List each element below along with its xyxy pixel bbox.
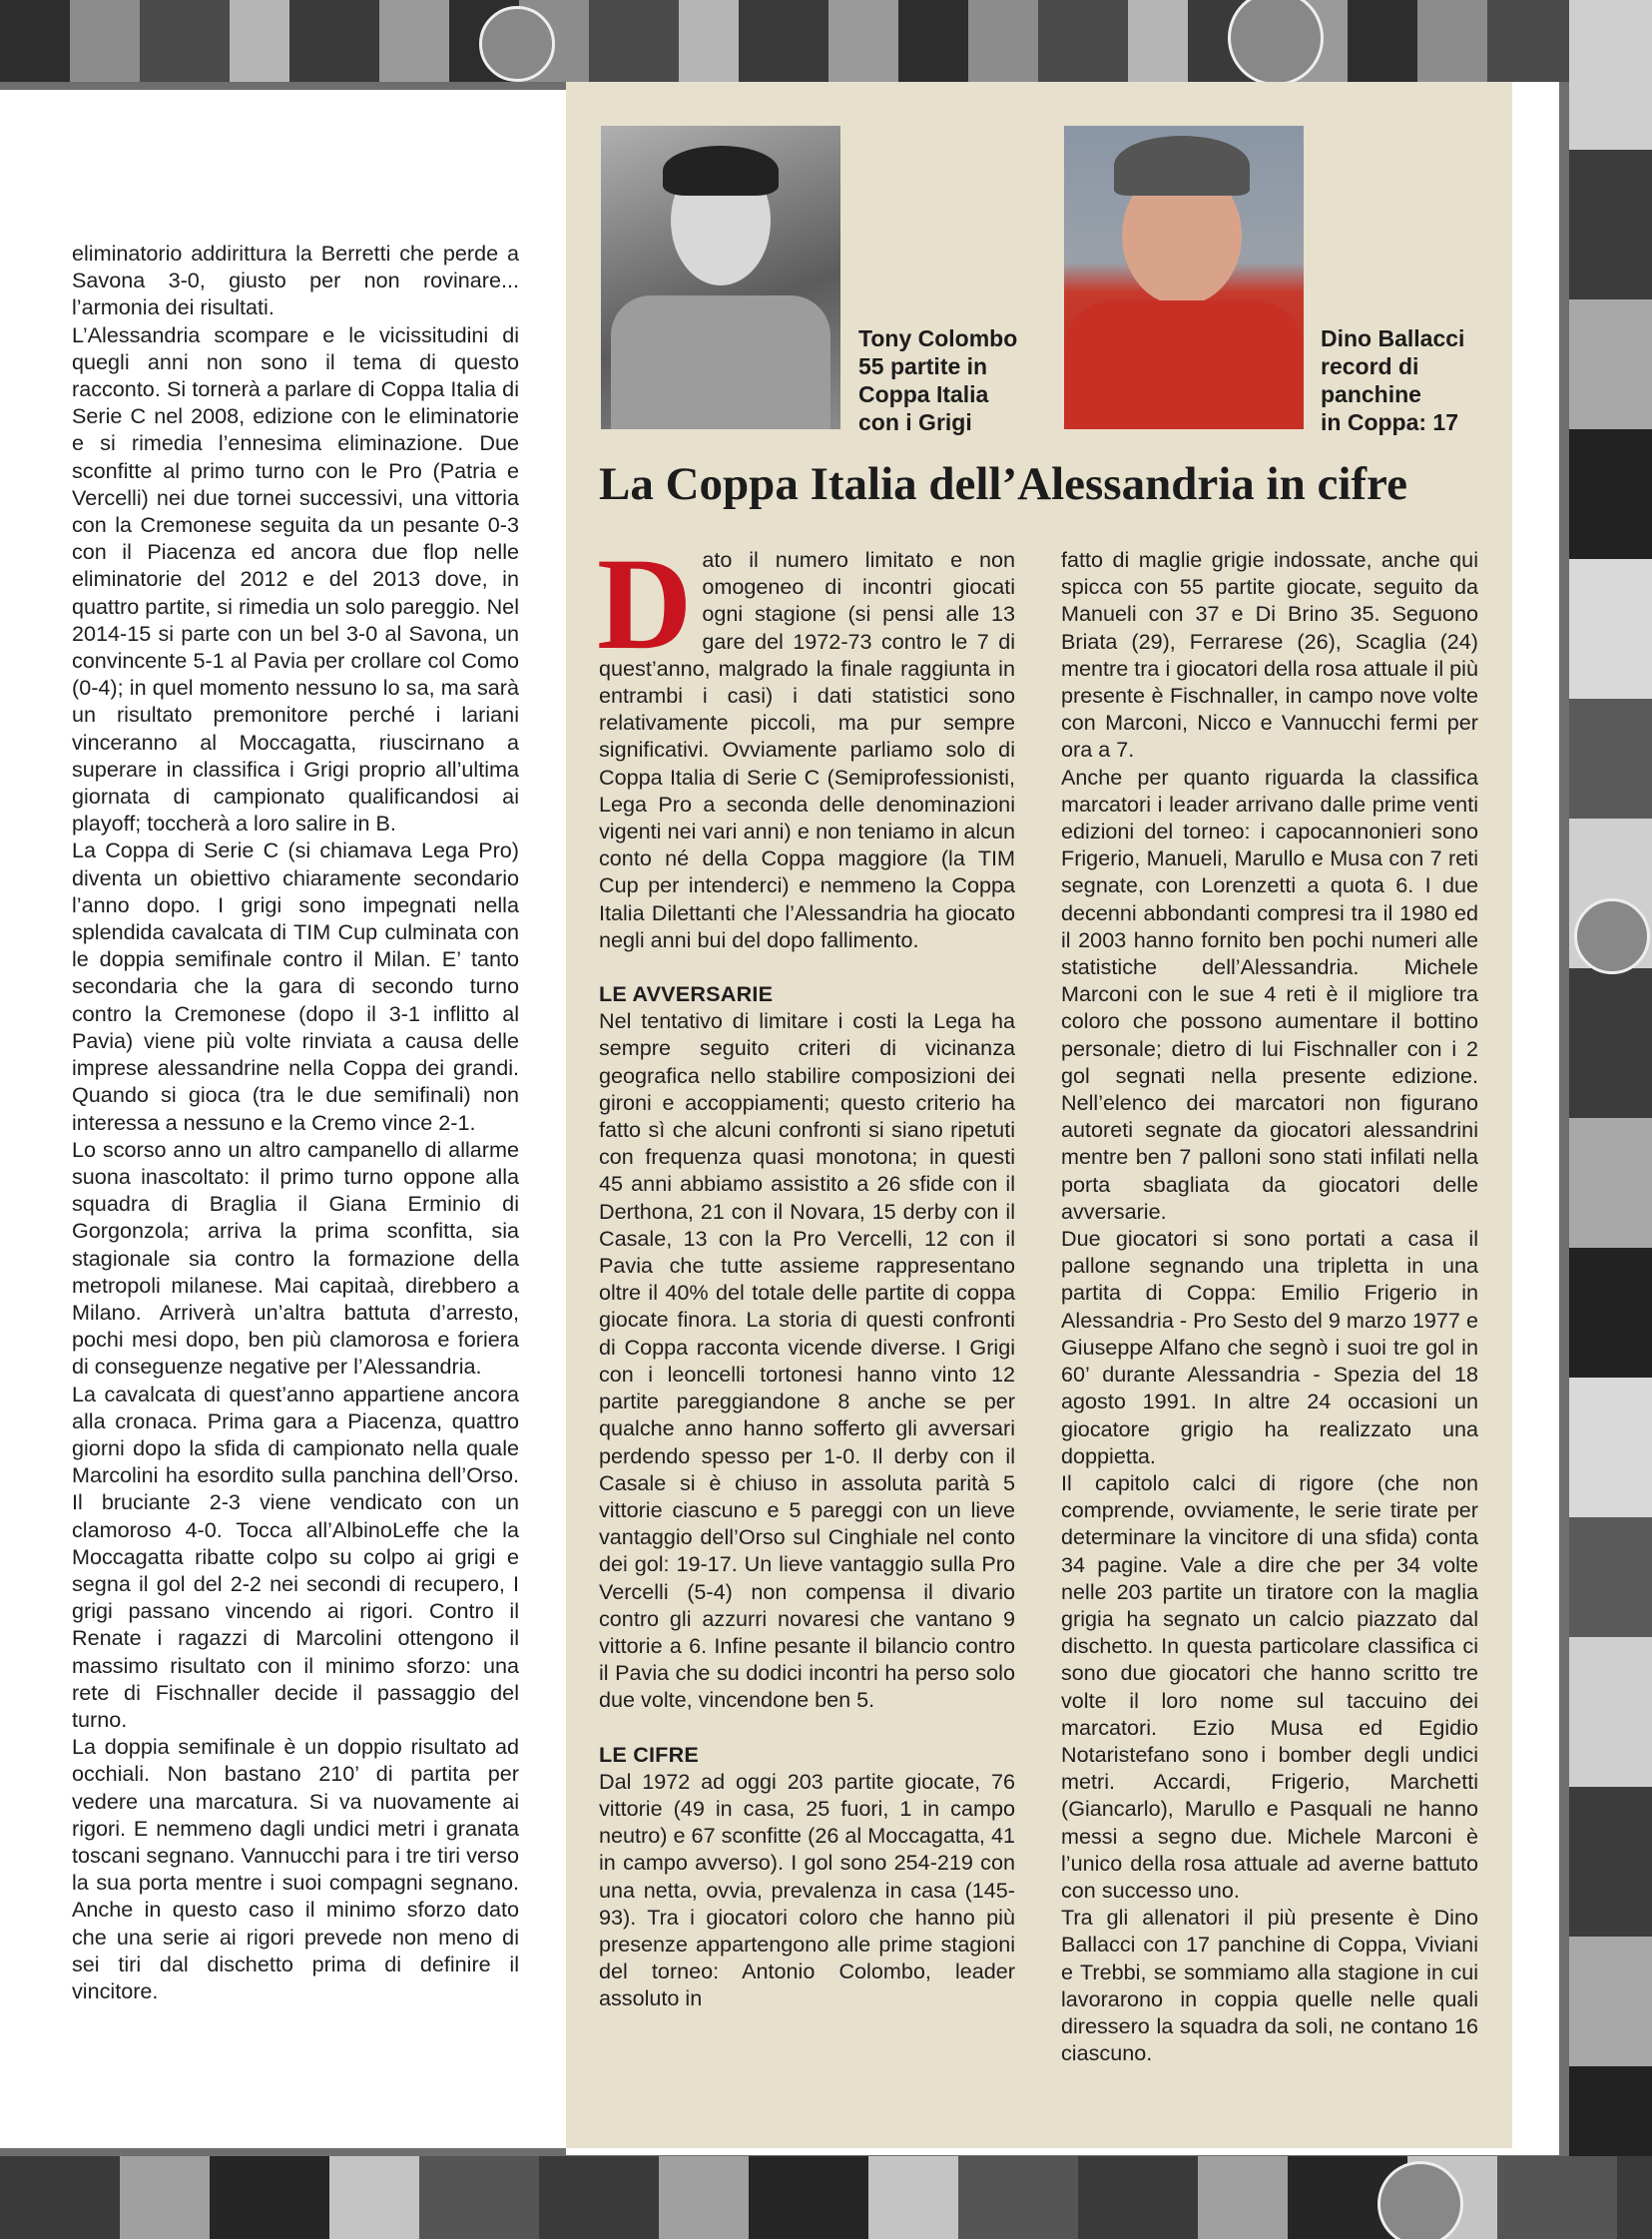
right-article-column: [1061, 546, 1478, 2066]
paragraph: Lo scorso anno un altro campanello di allarme suona inascoltato: il primo turno oppone alla squadra di Braglia il Giana Erminio di Gorgonzola; arriva la prima sconfitta, sia stagionale sia contro la formazione della metropoli milanese. Mai capitaà, direbbero a Milano. Arriverà un’altra battuta d’arresto, pochi mesi dopo, ben più clamorosa e foriera di conseguenze negative per l’Alessandria.: [72, 1136, 519, 1380]
article-headline: La Coppa Italia dell’Alessandria in cifre: [599, 458, 1407, 510]
paragraph: Nel tentativo di limitare i costi la Lega ha sempre seguito criteri di vicinanza geografica nello stabilire composizioni dei gironi e accoppiamenti; questo criterio ha fatto sì che alcuni confronti si siano ripetuti con frequenza quasi monotona; in questi 45 anni abbiamo assistito a 26 sfide con il Derthona, 21 con il Novara, 15 derby con il Casale, 13 con la Pro Vercelli, 12 con il Pavia che tutte assieme rappresentano oltre il 40% del totale delle partite di coppa giocate finora. La storia di questi confronti di Coppa racconta vicende diverse. I Grigi con i leoncelli tortonesi hanno vinto 12 partite pareggiandone 8 anche se per qualche anno hanno sofferto gli avversari perdendo spesso per 1-0. Il derby con il Casale si è chiuso in assoluta parità 5 vittorie ciascuno e 5 pareggi con un lieve vantaggio dell’Orso sul Cinghiale nel conto dei gol: 19-17. Un lieve vantaggio sulla Pro Vercelli (5-4) non compensa il divario contro gli azzurri novaresi che vantano 9 vittorie a 6. Infine pesante il bilancio contro il Pavia che su dodici incontri ha perso solo due volte, vincendone ben 5.: [599, 1008, 1015, 1713]
badge-image: [1228, 0, 1324, 82]
photo-collage-top: [0, 0, 1652, 82]
paragraph: Dal 1972 ad oggi 203 partite giocate, 76 vittorie (49 in casa, 25 fuori, 1 in campo neutro) e 67 sconfitte (26 al Moccagatta, 41 in campo avverso). I gol sono 254-219 con una netta, ovvia, prevalenza in casa (145-93). Tra i giocatori coloro che hanno più presenze appartengono alle prime stagioni del torneo: Antonio Colombo, leader assoluto in: [599, 1768, 1015, 2011]
paragraph: fatto di maglie grigie indossate, anche qui spicca con 55 partite giocate, seguito da Manueli con 37 e Di Brino 35. Seguono Briata (29), Ferrarese (26), Scaglia (24) mentre tra i giocatori della rosa attuale il più presente è Fischnaller, in campo nove volte con Marconi, Nicco e Vannucchi fermi per ora a 7.: [1061, 547, 1478, 763]
paragraph: La cavalcata di quest’anno appartiene ancora alla cronaca. Prima gara a Piacenza, quattro giorni dopo la sfida di campionato nella quale Marcolini ha esordito sulla panchina dell’Orso. Il bruciante 2-3 viene vendicato con un clamoroso 4-0. Tocca all’AlbinoLeffe che la Moccagatta ribatte colpo su colpo ai grigi e segna il gol del 2-2 nei secondi di recupero, I grigi passano vincendo ai rigori. Contro il Renate i ragazzi di Marcolini ottengono il massimo risultato con il minimo sforzo: una rete di Fischnaller decide il passaggio del turno.: [72, 1381, 519, 1732]
drop-cap: D: [597, 530, 693, 677]
paragraph: Tra gli allenatori il più presente è Dino Ballacci con 17 panchine di Coppa, Viviani e Trebbi, se sommiamo alla stagione in cui lavorarono in coppia quelle nelle quali diressero la squadra da soli, ne contano 16 ciascuno.: [1061, 1905, 1478, 2066]
left-article-column: [72, 240, 519, 2004]
colombo-photo: [601, 126, 840, 429]
paragraph: La Coppa di Serie C (si chiamava Lega Pro) diventa un obiettivo chiaramente secondario l’anno dopo. I grigi sono impegnati nella splendida cavalcata di TIM Cup culminata con le doppia semifinale contro il Milan. E’ tanto secondaria che la gara di secondo turno contro la Cremonese (dopo il 3-1 inflitto al Pavia) viene più volte rinviata a causa delle imprese alessandrine nella Coppa dei grandi. Quando si gioca (tra le due semifinali) non interessa a nessuno e la Cremo vince 2-1.: [72, 838, 519, 1135]
ballacci-photo: [1064, 126, 1304, 429]
badge-image: [1574, 898, 1650, 974]
middle-article-column: [597, 530, 1015, 2012]
badge-image: [1377, 2161, 1463, 2239]
paragraph: La doppia semifinale è un doppio risultato ad occhiali. Non bastano 210’ di partita per vedere una marcatura. Si va nuovamente ai rigori. E nemmeno dagli undici metri i granata toscani segnano. Vannucchi para i tre tiri verso la sua porta mentre i suoi compagni segnano. Anche in questo caso il minimo sforzo dato che una serie ai rigori prevede non meno di sei tiri dal dischetto prima di definire il vincitore.: [72, 1734, 519, 2003]
badge-image: [479, 6, 555, 82]
paragraph: Due giocatori si sono portati a casa il pallone segnando una tripletta in una partita di Coppa: Emilio Frigerio in Alessandria - Pro Sesto del 9 marzo 1977 e Giuseppe Alfano che segnò i suoi tre gol in 60’ durante Alessandria - Spezia del 18 agosto 1991. In altre 24 occasioni un giocatore grigio ha realizzato una doppietta.: [1061, 1226, 1478, 1468]
ballacci-caption: Dino Ballacci record di panchine in Coppa: 17: [1321, 325, 1465, 435]
intro-paragraph: Dato il numero limitato e non omogeneo di incontri giocati ogni stagione (si pensi alle 13 gare del 1972-73 contro le 7 di quest’anno, malgrado la finale raggiunta in entrambi i casi) i dati statistici sono relativamente piccoli, ma pur sempre significativi. Ovviamente parliamo solo di Coppa Italia di Serie C (Semiprofessionisti, Lega Pro a seconda delle denominazioni vigenti nei vari anni) e non teniamo in alcun conto né della Coppa maggiore (la TIM Cup per intenderci) e nemmeno la Coppa Italia Dilettanti che l’Alessandria ha giocato negli anni bui del dopo fallimento.: [597, 530, 1015, 952]
paragraph: eliminatorio addirittura la Berretti che perde a Savona 3-0, giusto per non rovinare... l’armonia dei risultati.: [72, 241, 519, 320]
photo-collage-bottom: [0, 2156, 1652, 2239]
paragraph: Anche per quanto riguarda la classifica marcatori i leader arrivano dalle prime venti edizioni del torneo: i capocannonieri sono Frigerio, Manueli, Marullo e Musa con 7 reti segnate, con Lorenzetti a quota 6. I due decenni abbondanti compresi tra il 1980 ed il 2003 hanno fornito ben pochi numeri alle statistiche dell’Alessandria. Michele Marconi con le sue 4 reti è il migliore tra coloro che possono aumentare il bottino personale; dietro di lui Fischnaller con i 2 gol segnati nella presente edizione. Nell’elenco dei marcatori non figurano autoreti segnate da giocatori alessandrini mentre ben 7 palloni sono stati infilati nella porta sbagliata da giocatori delle avversarie.: [1061, 764, 1478, 1224]
paragraph: L’Alessandria scompare e le vicissitudini di quegli anni non sono il tema di questo racconto. Si tornerà a parlare di Coppa Italia di Serie C nel 2008, edizione con le eliminatorie e si rimedia l’ennesima eliminazione. Due sconfitte al primo turno con le Pro (Patria e Vercelli) nei due tornei successivi, una vittoria con la Cremonese seguita da un pesante 0-3 con il Piacenza ed ancora due flop nelle eliminatorie del 2012 e del 2013 dove, in quattro partite, si rimedia un solo pareggio. Nel 2014-15 si parte con un bel 3-0 al Savona, un convincente 5-1 al Pavia per crollare col Como (0-4); in quel momento nessuno lo sa, ma sarà un risultato premonitore perché i lariani vinceranno al Moccagatta, riuscirnano a superare in classifica i Grigi proprio all’ultima giornata di campionato qualificandosi ai playoff; toccherà a loro salire in B.: [72, 321, 519, 837]
paragraph: Il capitolo calci di rigore (che non comprende, ovviamente, le serie tirate per determinare la vincitore di una sfida) conta 34 pagine. Vale a dire che per 34 volte nelle 203 partite un tiratore con la maglia grigia ha segnato un calcio piazzato dal dischetto. In questa particolare classifica ci sono due giocatori che hanno scritto tre volte il loro nome sul taccuino dei marcatori. Ezio Musa ed Egidio Notaristefano sono i bomber degli undici metri. Accardi, Frigerio, Marchetti (Giancarlo), Marullo e Pasquali ne hanno messi a segno due. Michele Marconi è l’unico della rosa attuale ad averne battuto con successo uno.: [1061, 1469, 1478, 1903]
photo-collage-right: [1569, 0, 1652, 2239]
subheading-avversarie: LE AVVERSARIE: [599, 981, 774, 1007]
subheading-cifre: LE CIFRE: [599, 1741, 699, 1767]
colombo-caption: Tony Colombo 55 partite in Coppa Italia con i Grigi: [858, 325, 1018, 435]
